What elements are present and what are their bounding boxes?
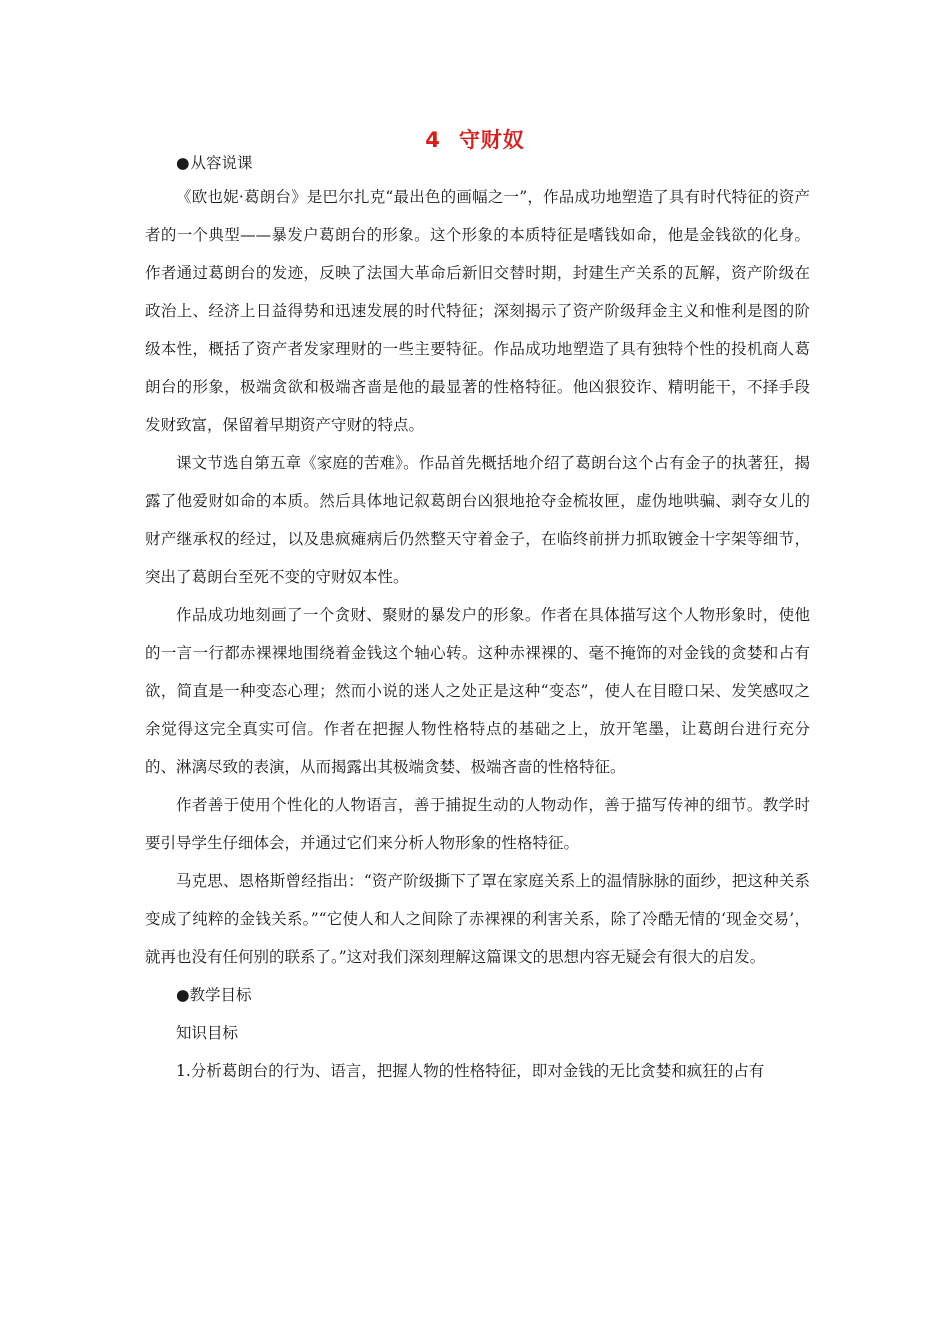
title-number: 4 xyxy=(425,128,441,152)
sub-heading-knowledge-goals: 知识目标 xyxy=(176,1024,239,1042)
section-heading-teaching-goals xyxy=(145,976,810,1014)
bullet-icon: ● xyxy=(176,154,190,172)
title-text: 守财奴 xyxy=(458,128,525,152)
bullet-icon: ● xyxy=(176,986,190,1004)
section-label: 教学目标 xyxy=(189,986,252,1004)
section-label: 从容说课 xyxy=(190,154,253,172)
document-body xyxy=(145,150,810,1090)
paragraph-character: 作品成功地刻画了一个贪财、聚财的暴发户的形象。作者在具体描写这个人物形象时，使他的一言一行都赤裸裸地围绕着金钱这个轴心转。这种赤裸裸的、毫不掩饰的对金钱的贪婪和占有欲，简直是一种变态心理；然而小说的迷人之处正是这种“变态”，使人在目瞪口呆、发笑感叹之余觉得这完全真实可信。作者在把握人物性格特点的基础之上，放开笔墨，让葛朗台进行充分的、淋漓尽致的表演，从而揭露出其极端贪婪、极端吝啬的性格特征。 xyxy=(145,606,810,776)
paragraph-marx-quote: 马克思、恩格斯曾经指出：“资产阶级撕下了罩在家庭关系上的温情脉脉的面纱，把这种关系变成了纯粹的金钱关系。”“它使人和人之间除了赤裸裸的利害关系，除了冷酷无情的‘现金交易’，就再也没有任何别的联系了。”这对我们深刻理解这篇课文的思想内容无疑会有很大的启发。 xyxy=(145,872,810,966)
paragraph-technique: 作者善于使用个性化的人物语言，善于捕捉生动的人物动作，善于描写传神的细节。教学时要引导学生仔细体会，并通过它们来分析人物形象的性格特征。 xyxy=(145,796,810,852)
section-heading-lesson-talk xyxy=(145,150,810,176)
paragraph-excerpt: 课文节选自第五章《家庭的苦难》。作品首先概括地介绍了葛朗台这个占有金子的执著狂，揭露了他爱财如命的本质。然后具体地记叙葛朗台凶狠地抢夺金梳妆匣，虚伪地哄骗、剥夺女儿的财产继承权的经过，以及患疯瘫病后仍然整天守着金子，在临终前拼力抓取镀金十字架等细节，突出了葛朗台至死不变的守财奴本性。 xyxy=(145,454,810,586)
paragraph-intro: 《欧也妮·葛朗台》是巴尔扎克“最出色的画幅之一”，作品成功地塑造了具有时代特征的资产者的一个典型——暴发户葛朗台的形象。这个形象的本质特征是嗜钱如命，他是金钱欲的化身。作者通过葛朗台的发迹，反映了法国大革命后新旧交替时期，封建生产关系的瓦解，资产阶级在政治上、经济上日益得势和迅速发展的时代特征；深刻揭示了资产阶级拜金主义和惟利是图的阶级本性，概括了资产者发家理财的一些主要特征。作品成功地塑造了具有独特个性的投机商人葛朗台的形象，极端贪欲和极端吝啬是他的最显著的性格特征。他凶狠狡诈、精明能干，不择手段发财致富，保留着早期资产守财的特点。 xyxy=(145,188,810,434)
goal-item-1: 1.分析葛朗台的行为、语言，把握人物的性格特征，即对金钱的无比贪婪和疯狂的占有 xyxy=(176,1062,765,1080)
